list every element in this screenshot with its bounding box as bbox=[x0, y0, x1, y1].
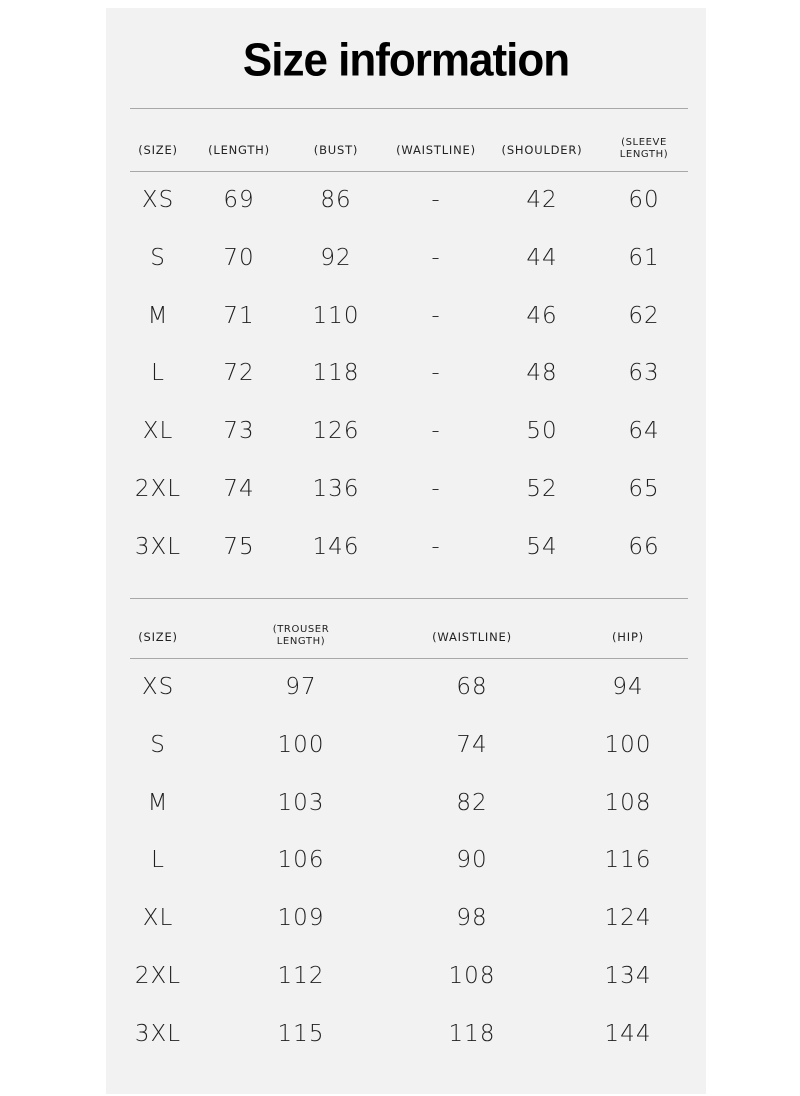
bottom-table-cell-r6-c3: 144 bbox=[604, 1020, 652, 1047]
top-table-cell-r0-c2: 86 bbox=[320, 187, 352, 213]
divider-middle bbox=[130, 598, 688, 599]
bottom-table-cell-r2-c3: 108 bbox=[604, 789, 652, 816]
bottom-table-cell-r5-c1: 112 bbox=[277, 963, 325, 989]
bottom-table-cell-r1-c0: S bbox=[150, 731, 166, 758]
bottom-table-cell-r6-c1: 115 bbox=[277, 1020, 325, 1047]
divider-bottom-header bbox=[130, 658, 688, 659]
bottom-table-cell-r5-c3: 134 bbox=[604, 963, 652, 989]
top-table-header-1: (LENGTH) bbox=[208, 143, 270, 157]
top-table-header-4: (SHOULDER) bbox=[501, 143, 583, 157]
bottom-table-cell-r6-c0: 3XL bbox=[134, 1020, 182, 1047]
top-table-cell-r5-c5: 65 bbox=[628, 476, 660, 502]
top-table-cell-r0-c4: 42 bbox=[526, 187, 558, 213]
divider-top bbox=[130, 108, 688, 109]
top-table-cell-r0-c0: XS bbox=[141, 187, 175, 213]
top-table-cell-r4-c0: XL bbox=[142, 418, 174, 445]
top-table-cell-r4-c3: - bbox=[431, 418, 441, 445]
size-chart-card bbox=[106, 8, 706, 1094]
top-table-cell-r1-c3: - bbox=[431, 244, 441, 271]
bottom-table-cell-r4-c3: 124 bbox=[604, 905, 652, 932]
top-table-cell-r2-c3: - bbox=[431, 302, 441, 329]
top-table-cell-r4-c1: 73 bbox=[223, 418, 255, 445]
top-table-header-3: (WAISTLINE) bbox=[396, 143, 476, 157]
top-table-cell-r5-c3: - bbox=[431, 476, 441, 502]
bottom-table-cell-r5-c2: 108 bbox=[448, 963, 496, 989]
top-table-cell-r6-c3: - bbox=[431, 533, 441, 560]
bottom-table-cell-r1-c3: 100 bbox=[604, 731, 652, 758]
top-table-header-2: (BUST) bbox=[313, 143, 359, 157]
top-table-cell-r4-c4: 50 bbox=[526, 418, 558, 445]
top-table-cell-r3-c1: 72 bbox=[223, 360, 255, 387]
bottom-table-header-2: (WAISTLINE) bbox=[432, 630, 512, 644]
top-table-cell-r6-c1: 75 bbox=[223, 533, 255, 560]
top-table-cell-r2-c1: 71 bbox=[223, 302, 255, 329]
top-table-cell-r1-c1: 70 bbox=[223, 244, 255, 271]
top-table-cell-r1-c2: 92 bbox=[320, 244, 352, 271]
bottom-table-cell-r3-c3: 116 bbox=[604, 847, 652, 874]
top-table-cell-r4-c2: 126 bbox=[312, 418, 360, 445]
bottom-table-cell-r3-c0: L bbox=[151, 847, 165, 874]
top-table-cell-r6-c0: 3XL bbox=[134, 533, 182, 560]
bottom-table-cell-r2-c2: 82 bbox=[456, 789, 488, 816]
top-table-cell-r6-c5: 66 bbox=[628, 533, 660, 560]
bottom-table-cell-r4-c2: 98 bbox=[456, 905, 488, 932]
top-table-cell-r6-c2: 146 bbox=[312, 533, 360, 560]
bottom-table-cell-r1-c1: 100 bbox=[277, 731, 325, 758]
bottom-table-header-0: (SIZE) bbox=[138, 630, 178, 644]
top-table-cell-r3-c0: L bbox=[151, 360, 165, 387]
bottom-table-cell-r3-c1: 106 bbox=[277, 847, 325, 874]
top-table-cell-r3-c2: 118 bbox=[312, 360, 360, 387]
bottom-table-cell-r0-c3: 94 bbox=[612, 674, 644, 700]
top-table-cell-r1-c0: S bbox=[150, 244, 166, 271]
divider-top-header bbox=[130, 171, 688, 172]
bottom-table-cell-r6-c2: 118 bbox=[448, 1020, 496, 1047]
top-table-cell-r1-c5: 61 bbox=[628, 244, 660, 271]
page-title: Size information bbox=[242, 34, 570, 87]
top-table-cell-r2-c0: M bbox=[147, 302, 169, 329]
top-table-cell-r3-c3: - bbox=[431, 360, 441, 387]
bottom-table-cell-r0-c2: 68 bbox=[456, 674, 488, 700]
top-table-cell-r2-c4: 46 bbox=[526, 302, 558, 329]
top-table-cell-r2-c5: 62 bbox=[628, 302, 660, 329]
top-table-cell-r0-c5: 60 bbox=[628, 187, 660, 213]
top-table-cell-r5-c4: 52 bbox=[526, 476, 558, 502]
top-table-cell-r4-c5: 64 bbox=[628, 418, 660, 445]
bottom-table-cell-r5-c0: 2XL bbox=[134, 963, 182, 989]
bottom-table-cell-r4-c1: 109 bbox=[277, 905, 325, 932]
top-table-cell-r0-c1: 69 bbox=[223, 187, 255, 213]
top-table-cell-r1-c4: 44 bbox=[526, 244, 558, 271]
top-table-cell-r0-c3: - bbox=[431, 187, 441, 213]
bottom-table-cell-r0-c1: 97 bbox=[285, 674, 317, 700]
bottom-table-header-1: (TROUSER LENGTH) bbox=[272, 624, 330, 647]
bottom-table-cell-r0-c0: XS bbox=[141, 674, 175, 700]
bottom-table-header-3: (HIP) bbox=[612, 630, 644, 644]
top-table-header-0: (SIZE) bbox=[138, 143, 178, 157]
top-table-cell-r2-c2: 110 bbox=[312, 302, 360, 329]
bottom-table-cell-r4-c0: XL bbox=[142, 905, 174, 932]
top-table-cell-r5-c1: 74 bbox=[223, 476, 255, 502]
bottom-table-cell-r3-c2: 90 bbox=[456, 847, 488, 874]
bottom-table-cell-r2-c1: 103 bbox=[277, 789, 325, 816]
top-table-cell-r3-c5: 63 bbox=[628, 360, 660, 387]
top-table-cell-r5-c0: 2XL bbox=[134, 476, 182, 502]
top-table-cell-r5-c2: 136 bbox=[312, 476, 360, 502]
bottom-table-cell-r2-c0: M bbox=[147, 789, 169, 816]
bottom-table-cell-r1-c2: 74 bbox=[456, 731, 488, 758]
top-table-header-5: (SLEEVE LENGTH) bbox=[619, 137, 669, 160]
top-table-cell-r6-c4: 54 bbox=[526, 533, 558, 560]
top-table-cell-r3-c4: 48 bbox=[526, 360, 558, 387]
